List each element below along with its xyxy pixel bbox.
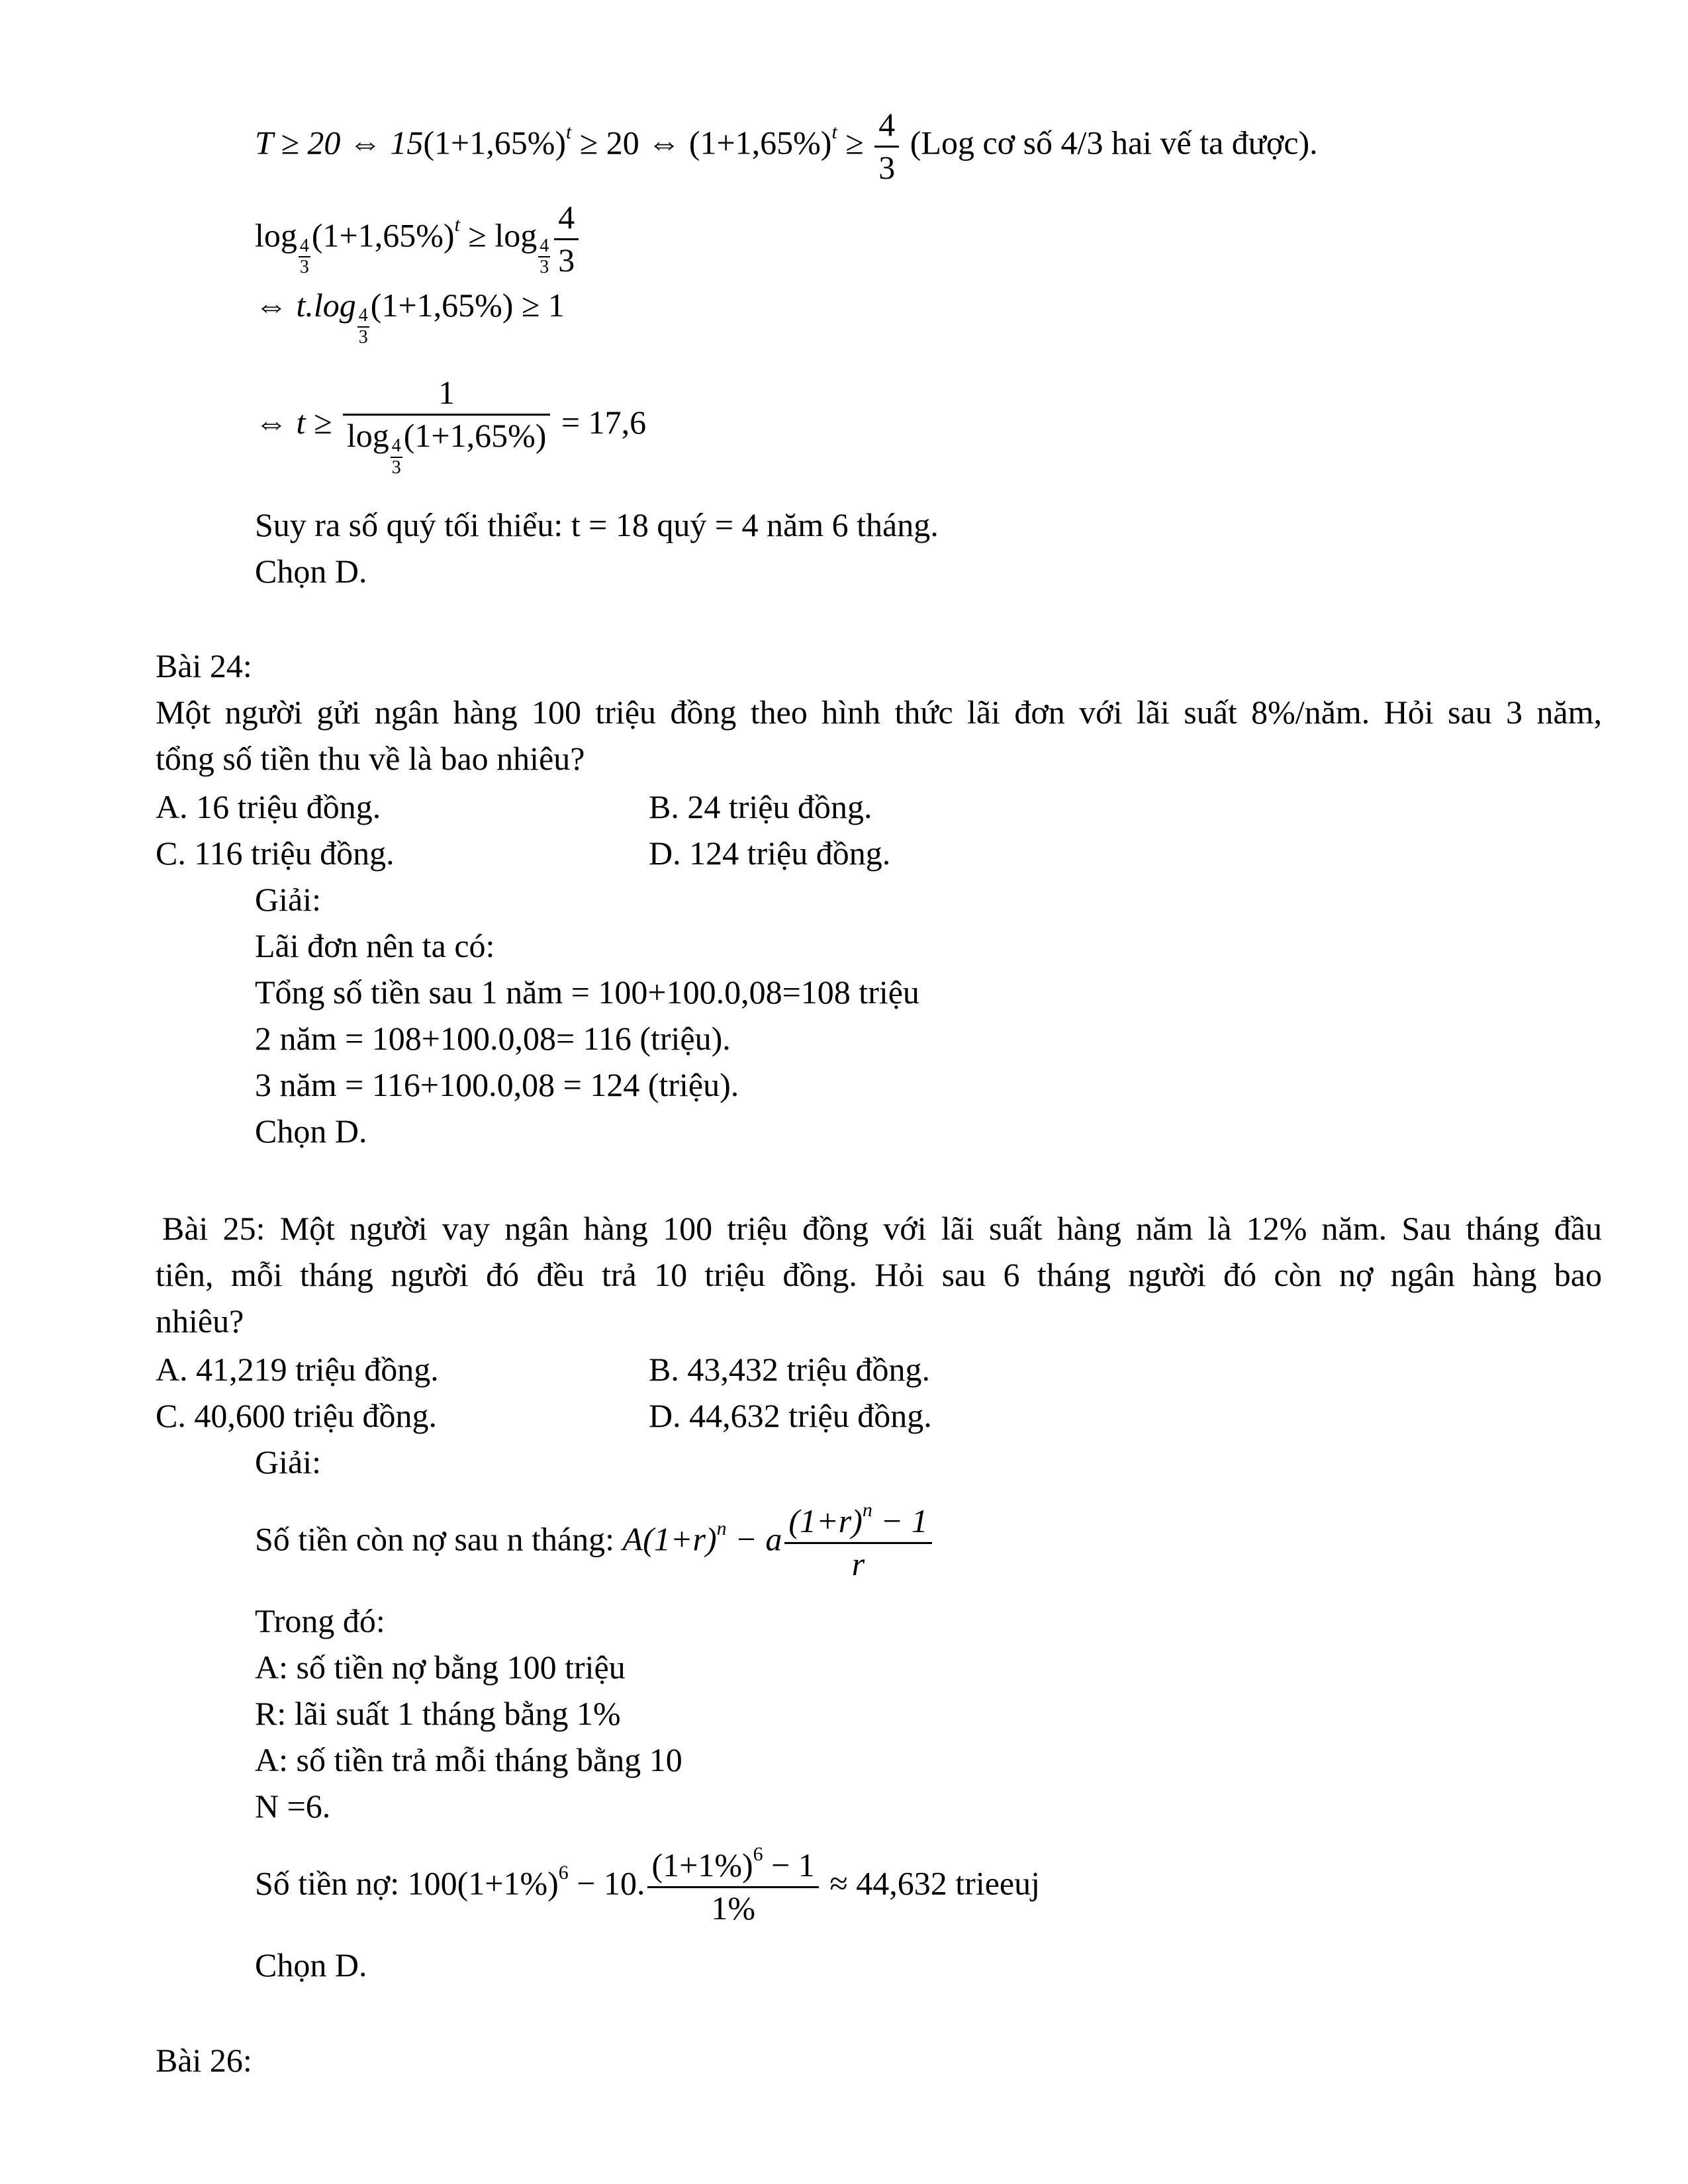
option-a-24: A. 16 triệu đồng. (156, 788, 381, 825)
solution-24-line-2: Tổng số tiền sau 1 năm = 100+100.0,08=108 triệu (255, 974, 919, 1011)
eq2-arg: (1+1,65%) (311, 216, 455, 254)
problem-24-title: Bài 24: (156, 647, 252, 684)
log-arg: (1+1,65%) (403, 416, 547, 454)
eq1-exp: t (566, 120, 572, 143)
choose-answer-25: Chọn D. (255, 1946, 367, 1983)
debt-fraction (647, 1843, 818, 1927)
where-line-2: R: lãi suất 1 tháng bằng 1% (255, 1695, 621, 1732)
debt-principal: 100(1+1%) (407, 1864, 559, 1902)
log-base-den: 3 (358, 327, 368, 347)
where-line-3: A: số tiền trả mỗi tháng bằng 10 (255, 1741, 682, 1778)
fraction-num: 1 (343, 374, 551, 416)
debt-calculation-line (255, 1843, 1040, 1927)
eq3-rhs: (1+1,65%) ≥ 1 (370, 287, 565, 324)
num-tail: − 1 (763, 1846, 815, 1884)
solution-label-24: Giải: (255, 881, 321, 918)
log-base-den: 3 (539, 257, 549, 278)
option-a-25: A. 41,219 triệu đồng. (156, 1351, 439, 1388)
formula-label: Số tiền còn nợ sau n tháng: (255, 1520, 623, 1558)
log-base-den: 3 (299, 257, 309, 278)
eq1-mid: ≥ 20 ⇔ (571, 124, 689, 161)
fraction-4-3 (874, 106, 899, 187)
fraction-den: 1% (711, 1889, 755, 1927)
debt-exp: 6 (558, 1861, 569, 1884)
eq3-lhs: ⇔ t.log (255, 287, 356, 324)
option-b-24: B. 24 triệu đồng. (649, 788, 872, 825)
debt-label: Số tiền nợ: (255, 1864, 408, 1902)
formula-minus-a: − a (726, 1520, 782, 1558)
conclusion-line: Suy ra số quý tối thiểu: t = 18 quý = 4 năm 6 tháng. (255, 506, 939, 543)
fraction-4-3-b (554, 199, 579, 279)
option-d-25: D. 44,632 triệu đồng. (649, 1397, 932, 1434)
fraction-den: r (851, 1545, 865, 1582)
log-base-num: 4 (299, 236, 310, 258)
log-base-3 (357, 306, 369, 348)
problem-24-question-line-2: tổng số tiền thu về là bao nhiêu? (156, 740, 585, 777)
eq1-exp2: t (831, 120, 837, 143)
num-exp: n (862, 1499, 872, 1522)
fraction-num: 4 (874, 106, 899, 148)
equation-line-2 (255, 199, 581, 279)
formula-principal: A(1+r) (622, 1520, 717, 1558)
num-base: (1+r) (788, 1502, 863, 1539)
log-base-num: 4 (357, 306, 369, 328)
solution-24-line-3: 2 năm = 108+100.0,08= 116 (triệu). (255, 1020, 731, 1057)
solution-24-line-1: Lãi đơn nên ta có: (255, 927, 495, 964)
debt-result: ≈ 44,632 trieeuj (821, 1864, 1040, 1902)
log-base-den: 3 (391, 457, 401, 478)
eq1-base2: (1+1,65%) (688, 124, 832, 161)
eq1-ge: ≥ (837, 124, 872, 161)
problem-25-question-line-3: nhiêu? (156, 1302, 244, 1340)
fraction-num: 4 (554, 199, 579, 240)
num-base: (1+1%) (651, 1846, 753, 1884)
solution-label-25: Giải: (255, 1443, 321, 1480)
fraction-den (343, 416, 551, 478)
log-base-4 (391, 436, 402, 478)
fraction-num (647, 1843, 818, 1888)
choose-answer-24: Chọn D. (255, 1113, 367, 1150)
eq1-lhs: T ≥ 20 ⇔ 15 (255, 124, 424, 161)
where-label: Trong đó: (255, 1602, 385, 1639)
num-tail: − 1 (872, 1502, 928, 1539)
eq1-note: (Log cơ số 4/3 hai vế ta được). (902, 124, 1318, 161)
where-line-1: A: số tiền nợ bằng 100 triệu (255, 1649, 626, 1686)
fraction-reciprocal-log (343, 374, 551, 478)
formula-fraction (784, 1499, 931, 1583)
problem-25-question-line-2: tiên, mỗi tháng người đó đều trả 10 triệu đồng. Hỏi sau 6 tháng người đó còn nợ ngân hàng bao (156, 1256, 1602, 1293)
debt-minus: − 10. (568, 1864, 645, 1902)
eq4-lhs: ⇔ t ≥ (255, 404, 332, 441)
log-base (299, 236, 310, 279)
log-word: log (255, 216, 297, 254)
problem-26-title: Bài 26: (156, 2042, 252, 2079)
where-line-4: N =6. (255, 1788, 331, 1825)
debt-formula-line (255, 1499, 935, 1583)
eq4-result: = 17,6 (561, 404, 647, 441)
solution-24-line-4: 3 năm = 116+100.0,08 = 124 (triệu). (255, 1066, 739, 1103)
problem-24-question-line-1: Một người gửi ngân hàng 100 triệu đồng theo hình thức lãi đơn với lãi suất 8%/năm. Hỏi sau 3 năm, (156, 694, 1602, 731)
option-b-25: B. 43,432 triệu đồng. (649, 1351, 930, 1388)
problem-25-question-line-1: Bài 25: Một người vay ngân hàng 100 triệu đồng với lãi suất hàng năm là 12% năm. Sau tháng đầu (162, 1210, 1602, 1247)
eq1-base: (1+1,65%) (423, 124, 567, 161)
log-word: log (346, 416, 389, 454)
option-d-24: D. 124 triệu đồng. (649, 835, 891, 872)
log-base-num: 4 (538, 236, 550, 258)
log-base-2 (538, 236, 550, 279)
option-c-24: C. 116 triệu đồng. (156, 835, 395, 872)
log-base-num: 4 (391, 436, 402, 458)
eq2-exp: t (454, 213, 460, 236)
option-c-25: C. 40,600 triệu đồng. (156, 1397, 437, 1434)
fraction-den: 3 (558, 241, 575, 279)
choose-answer-23: Chọn D. (255, 553, 367, 590)
num-exp: 6 (753, 1843, 763, 1866)
fraction-den: 3 (878, 148, 896, 186)
equation-line-1 (255, 106, 1318, 187)
equation-line-4 (255, 374, 646, 478)
eq2-ge-log: ≥ log (459, 216, 538, 254)
fraction-num (784, 1499, 931, 1544)
formula-exp: n (716, 1517, 727, 1539)
equation-line-3 (255, 285, 565, 348)
